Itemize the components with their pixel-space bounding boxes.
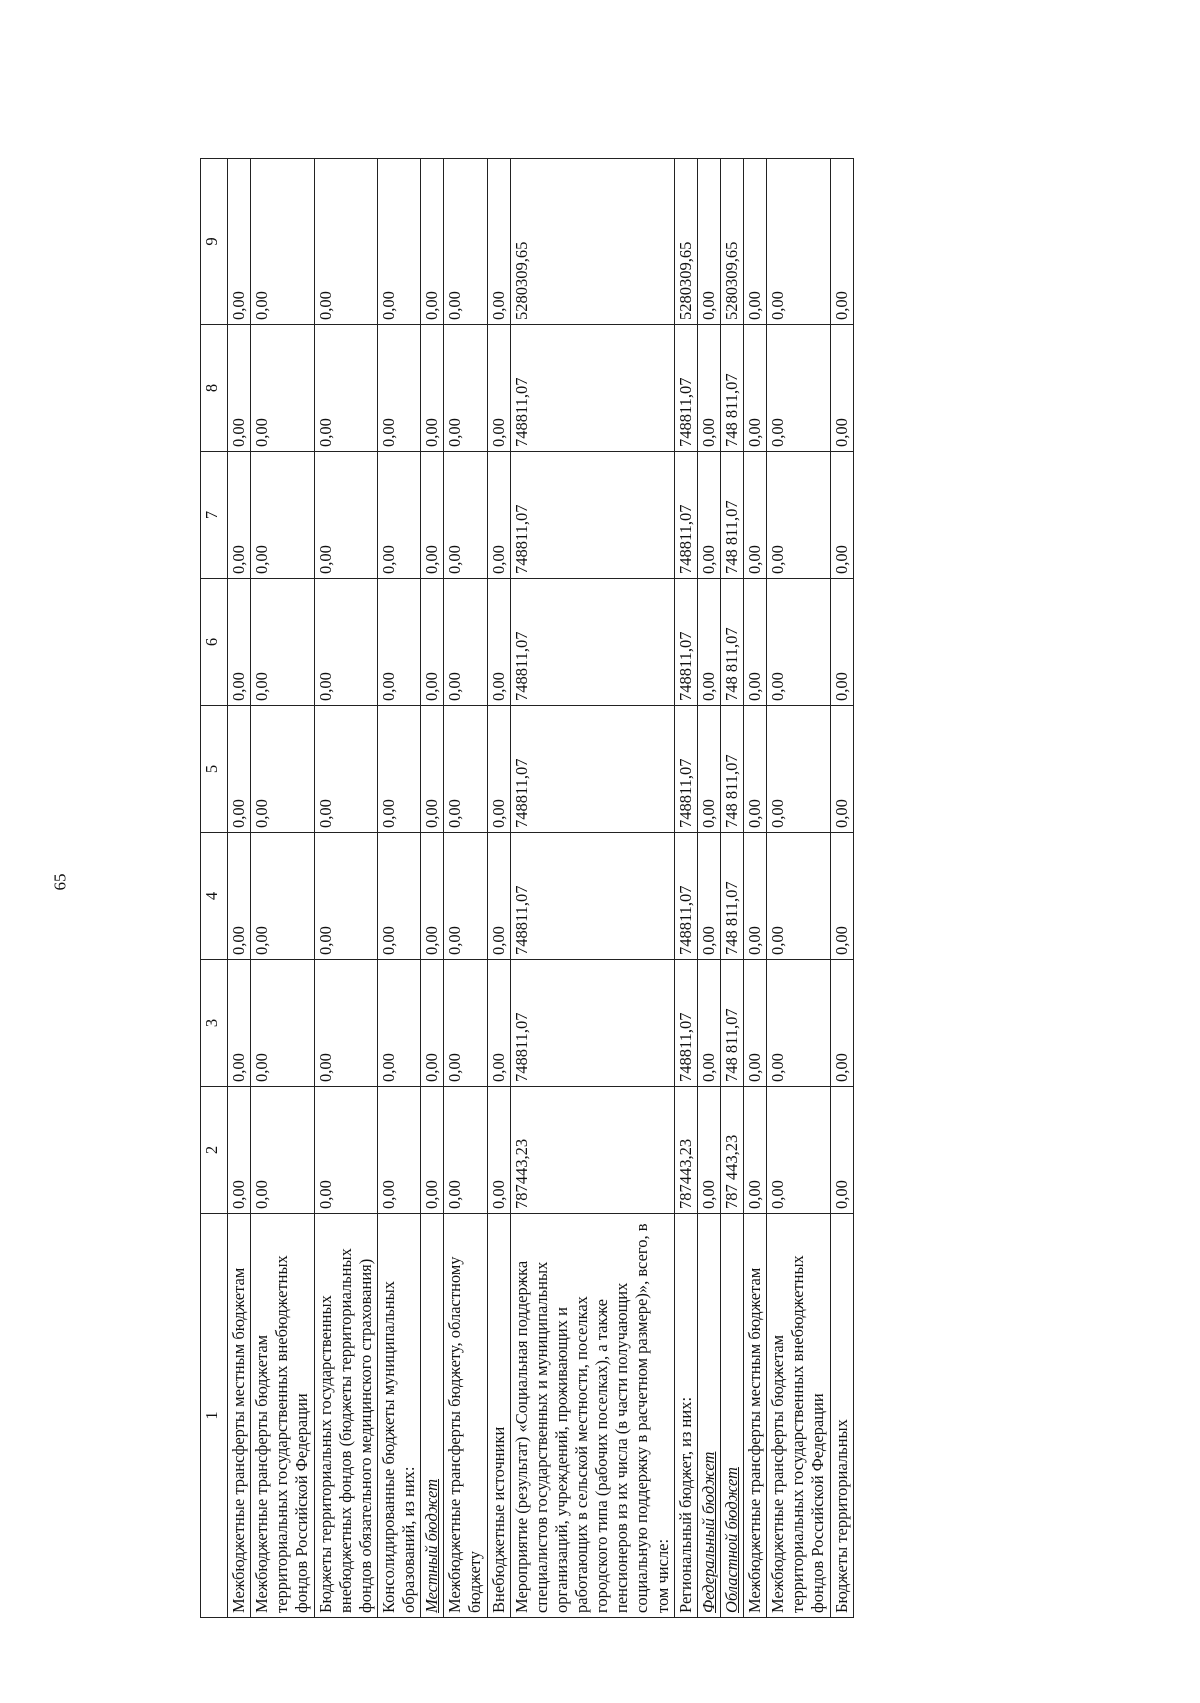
value-cell: 0,00 (444, 325, 487, 452)
header-cell: 4 (201, 833, 228, 960)
value-cell: 0,00 (487, 1087, 510, 1214)
value-cell: 0,00 (228, 1087, 251, 1214)
value-cell: 0,00 (251, 833, 314, 960)
value-cell: 0,00 (767, 1087, 830, 1214)
value-cell: 748 811,07 (720, 706, 743, 833)
value-cell: 0,00 (830, 960, 853, 1087)
row-label: Консолидированные бюджеты муниципальных образований, из них: (377, 1214, 420, 1618)
value-cell: 0,00 (314, 325, 377, 452)
value-cell: 0,00 (228, 159, 251, 325)
value-cell: 0,00 (421, 452, 444, 579)
value-cell: 748 811,07 (720, 325, 743, 452)
value-cell: 0,00 (744, 579, 767, 706)
header-cell: 1 (201, 1214, 228, 1618)
row-label: Внебюджетные источники (487, 1214, 510, 1618)
table-row (487, 159, 510, 1618)
value-cell: 0,00 (444, 579, 487, 706)
value-cell: 0,00 (697, 452, 720, 579)
value-cell: 0,00 (830, 452, 853, 579)
value-cell: 0,00 (377, 325, 420, 452)
rotated-table-container (200, 158, 1080, 1618)
row-label: Местный бюджет (421, 1214, 444, 1618)
table-body (228, 159, 854, 1618)
value-cell: 787443,23 (674, 1087, 697, 1214)
value-cell: 0,00 (377, 960, 420, 1087)
value-cell: 0,00 (830, 833, 853, 960)
table-row (314, 159, 377, 1618)
value-cell: 0,00 (251, 1087, 314, 1214)
value-cell: 0,00 (377, 159, 420, 325)
value-cell: 0,00 (228, 325, 251, 452)
value-cell: 0,00 (744, 833, 767, 960)
value-cell: 0,00 (314, 159, 377, 325)
value-cell: 748 811,07 (720, 452, 743, 579)
value-cell: 748811,07 (510, 706, 674, 833)
row-label: Бюджеты территориальных (830, 1214, 853, 1618)
value-cell: 0,00 (421, 159, 444, 325)
value-cell: 0,00 (744, 325, 767, 452)
value-cell: 0,00 (314, 833, 377, 960)
value-cell: 0,00 (444, 706, 487, 833)
row-label: Бюджеты территориальных государственных внебюджетных фондов (бюджеты территориальных фондов обязательного медицинского страхования) (314, 1214, 377, 1618)
value-cell: 0,00 (487, 579, 510, 706)
value-cell: 0,00 (830, 1087, 853, 1214)
value-cell: 0,00 (767, 833, 830, 960)
value-cell: 0,00 (697, 960, 720, 1087)
value-cell: 0,00 (444, 452, 487, 579)
value-cell: 748811,07 (674, 325, 697, 452)
value-cell: 748811,07 (674, 706, 697, 833)
value-cell: 0,00 (421, 1087, 444, 1214)
value-cell: 0,00 (228, 833, 251, 960)
value-cell: 0,00 (421, 833, 444, 960)
header-cell: 7 (201, 452, 228, 579)
row-label: Мероприятие (результат) «Социальная поддержка специалистов государственных и муниципальных организаций, учреждений, проживающих и работающих в сельской местности, поселках городского типа (рабочих поселках), а также пенсионеров из их числа (в части получающих социальную поддержку в расчетном размере)», всего, в том числе: (510, 1214, 674, 1618)
row-label: Межбюджетные трансферты бюджетам территориальных государственных внебюджетных фондов Российской Федерации (767, 1214, 830, 1618)
value-cell: 5280309,65 (674, 159, 697, 325)
value-cell: 0,00 (487, 325, 510, 452)
row-label: Областной бюджет (720, 1214, 743, 1618)
value-cell: 0,00 (767, 706, 830, 833)
table-row (720, 159, 743, 1618)
value-cell: 0,00 (767, 960, 830, 1087)
value-cell: 0,00 (377, 706, 420, 833)
value-cell: 0,00 (377, 833, 420, 960)
value-cell: 748811,07 (510, 325, 674, 452)
budget-table (200, 158, 854, 1618)
value-cell: 0,00 (444, 1087, 487, 1214)
value-cell: 0,00 (830, 325, 853, 452)
value-cell: 0,00 (697, 579, 720, 706)
row-label: Межбюджетные трансферты местным бюджетам (744, 1214, 767, 1618)
table-row (377, 159, 420, 1618)
value-cell: 0,00 (767, 452, 830, 579)
table-row (421, 159, 444, 1618)
value-cell: 0,00 (444, 960, 487, 1087)
table-row (674, 159, 697, 1618)
value-cell: 748811,07 (510, 579, 674, 706)
value-cell: 787443,23 (510, 1087, 674, 1214)
value-cell: 0,00 (767, 579, 830, 706)
value-cell: 0,00 (444, 159, 487, 325)
header-cell: 9 (201, 159, 228, 325)
value-cell: 0,00 (697, 1087, 720, 1214)
header-cell: 2 (201, 1087, 228, 1214)
value-cell: 0,00 (421, 325, 444, 452)
value-cell: 0,00 (744, 706, 767, 833)
table-row (767, 159, 830, 1618)
value-cell: 0,00 (251, 579, 314, 706)
row-label: Межбюджетные трансферты бюджету, областному бюджету (444, 1214, 487, 1618)
value-cell: 748 811,07 (720, 579, 743, 706)
value-cell: 0,00 (228, 452, 251, 579)
page-number: 65 (50, 873, 70, 891)
value-cell: 0,00 (830, 706, 853, 833)
value-cell: 0,00 (251, 960, 314, 1087)
value-cell: 0,00 (314, 960, 377, 1087)
value-cell: 748811,07 (674, 833, 697, 960)
value-cell: 0,00 (487, 833, 510, 960)
row-label: Федеральный бюджет (697, 1214, 720, 1618)
table-row (444, 159, 487, 1618)
value-cell: 787 443,23 (720, 1087, 743, 1214)
value-cell: 748811,07 (674, 579, 697, 706)
value-cell: 0,00 (744, 159, 767, 325)
value-cell: 748811,07 (510, 960, 674, 1087)
table-row (744, 159, 767, 1618)
value-cell: 0,00 (421, 706, 444, 833)
value-cell: 0,00 (314, 706, 377, 833)
value-cell: 0,00 (744, 1087, 767, 1214)
value-cell: 748811,07 (510, 452, 674, 579)
header-cell: 8 (201, 325, 228, 452)
value-cell: 748 811,07 (720, 960, 743, 1087)
value-cell: 0,00 (377, 452, 420, 579)
value-cell: 0,00 (744, 452, 767, 579)
value-cell: 0,00 (228, 706, 251, 833)
value-cell: 0,00 (314, 579, 377, 706)
row-label: Региональный бюджет, из них: (674, 1214, 697, 1618)
value-cell: 0,00 (697, 325, 720, 452)
header-cell: 3 (201, 960, 228, 1087)
value-cell: 0,00 (487, 960, 510, 1087)
value-cell: 0,00 (697, 833, 720, 960)
header-row (201, 159, 228, 1618)
value-cell: 0,00 (421, 960, 444, 1087)
value-cell: 748 811,07 (720, 833, 743, 960)
value-cell: 0,00 (830, 579, 853, 706)
value-cell: 748811,07 (510, 833, 674, 960)
value-cell: 0,00 (767, 325, 830, 452)
table-row (830, 159, 853, 1618)
header-cell: 5 (201, 706, 228, 833)
value-cell: 0,00 (377, 1087, 420, 1214)
value-cell: 0,00 (421, 579, 444, 706)
value-cell: 0,00 (487, 159, 510, 325)
row-label: Межбюджетные трансферты бюджетам территориальных государственных внебюджетных фондов Российской Федерации (251, 1214, 314, 1618)
value-cell: 0,00 (228, 960, 251, 1087)
table-row (228, 159, 251, 1618)
value-cell: 0,00 (830, 159, 853, 325)
value-cell: 5280309,65 (720, 159, 743, 325)
value-cell: 0,00 (251, 325, 314, 452)
row-label: Межбюджетные трансферты местным бюджетам (228, 1214, 251, 1618)
value-cell: 748811,07 (674, 960, 697, 1087)
value-cell: 0,00 (744, 960, 767, 1087)
value-cell: 0,00 (251, 706, 314, 833)
table-row (251, 159, 314, 1618)
value-cell: 0,00 (697, 159, 720, 325)
value-cell: 0,00 (487, 706, 510, 833)
header-cell: 6 (201, 579, 228, 706)
value-cell: 0,00 (487, 452, 510, 579)
table-row (697, 159, 720, 1618)
value-cell: 0,00 (314, 1087, 377, 1214)
value-cell: 0,00 (228, 579, 251, 706)
value-cell: 0,00 (251, 159, 314, 325)
value-cell: 0,00 (377, 579, 420, 706)
value-cell: 0,00 (697, 706, 720, 833)
value-cell: 0,00 (767, 159, 830, 325)
value-cell: 0,00 (444, 833, 487, 960)
table-row (510, 159, 674, 1618)
value-cell: 0,00 (251, 452, 314, 579)
value-cell: 0,00 (314, 452, 377, 579)
value-cell: 5280309,65 (510, 159, 674, 325)
value-cell: 748811,07 (674, 452, 697, 579)
